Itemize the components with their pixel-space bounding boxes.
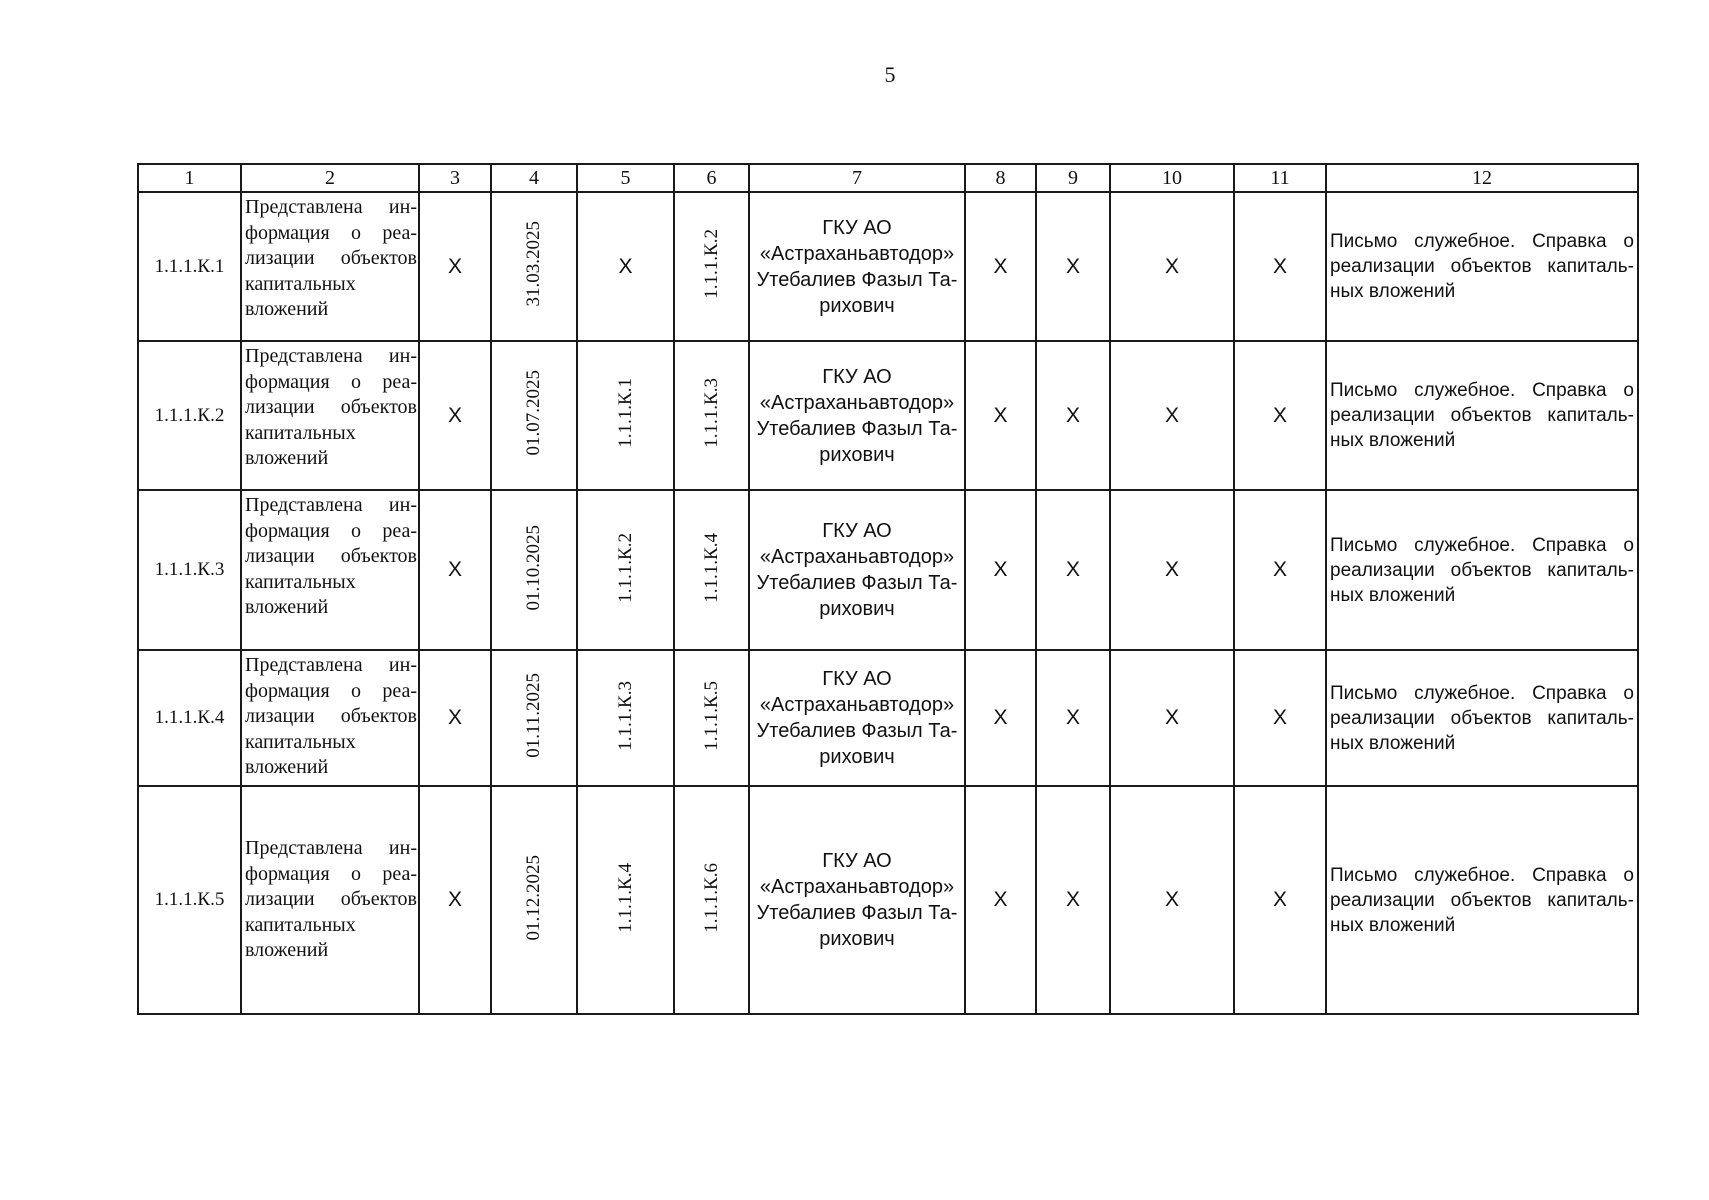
header-cell: 1 bbox=[138, 164, 241, 192]
header-cell: 10 bbox=[1110, 164, 1234, 192]
table-row bbox=[138, 786, 1638, 1014]
date-value: 01.11.2025 bbox=[523, 673, 544, 758]
cell-x: X bbox=[1036, 341, 1110, 490]
table-row bbox=[138, 341, 1638, 490]
confirming-document: Письмо служебное. Справка о реализации объектов капитальных вложений bbox=[1326, 341, 1638, 490]
predecessor-value: 1.1.1.К.3 bbox=[614, 680, 636, 751]
date-value: 01.07.2025 bbox=[523, 370, 544, 456]
successor-cell bbox=[674, 490, 749, 650]
successor-cell bbox=[674, 650, 749, 786]
result-description: Представлена информация о реализации объектов капитальных вложений bbox=[241, 490, 419, 650]
schedule-table bbox=[137, 163, 1639, 1015]
header-row bbox=[138, 164, 1638, 192]
successor-cell bbox=[674, 192, 749, 341]
successor-value: 1.1.1.К.5 bbox=[700, 680, 722, 751]
confirming-document: Письмо служебное. Справка о реализации объектов капитальных вложений bbox=[1326, 490, 1638, 650]
header-cell: 9 bbox=[1036, 164, 1110, 192]
control-point-code: 1.1.1.К.4 bbox=[138, 650, 241, 786]
responsible-organization: ГКУ АО «Астраханьавтодор» Утебалиев Фазыл Тарихович bbox=[749, 192, 965, 341]
cell-x: X bbox=[1234, 192, 1326, 341]
successor-value: 1.1.1.К.6 bbox=[700, 862, 722, 933]
date-value: 31.03.2025 bbox=[523, 221, 544, 307]
result-description: Представлена информация о реализации объектов капитальных вложений bbox=[241, 341, 419, 490]
table-row bbox=[138, 490, 1638, 650]
header-cell: 12 bbox=[1326, 164, 1638, 192]
date-value: 01.10.2025 bbox=[523, 524, 544, 611]
cell-x: X bbox=[1036, 650, 1110, 786]
control-point-code: 1.1.1.К.1 bbox=[138, 192, 241, 341]
table-row bbox=[138, 650, 1638, 786]
cell-x: X bbox=[419, 341, 491, 490]
predecessor-value: 1.1.1.К.1 bbox=[614, 378, 636, 448]
cell-x: X bbox=[1036, 786, 1110, 1014]
responsible-organization: ГКУ АО «Астраханьавтодор» Утебалиев Фазыл Тарихович bbox=[749, 650, 965, 786]
cell-x: X bbox=[1110, 650, 1234, 786]
predecessor-value: 1.1.1.К.4 bbox=[614, 862, 636, 933]
confirming-document: Письмо служебное. Справка о реализации объектов капитальных вложений bbox=[1326, 650, 1638, 786]
cell-x: X bbox=[1110, 192, 1234, 341]
cell-x: X bbox=[1234, 650, 1326, 786]
cell-x: X bbox=[1036, 490, 1110, 650]
header-cell: 5 bbox=[577, 164, 674, 192]
responsible-organization: ГКУ АО «Астраханьавтодор» Утебалиев Фазыл Тарихович bbox=[749, 490, 965, 650]
responsible-organization: ГКУ АО «Астраханьавтодор» Утебалиев Фазыл Тарихович bbox=[749, 341, 965, 490]
header-cell: 3 bbox=[419, 164, 491, 192]
successor-value: 1.1.1.К.2 bbox=[700, 229, 722, 299]
cell-x: X bbox=[965, 650, 1036, 786]
successor-value: 1.1.1.К.3 bbox=[700, 378, 722, 448]
confirming-document: Письмо служебное. Справка о реализации объектов капитальных вложений bbox=[1326, 192, 1638, 341]
date-cell bbox=[491, 341, 577, 490]
control-point-code: 1.1.1.К.2 bbox=[138, 341, 241, 490]
cell-x: X bbox=[965, 192, 1036, 341]
date-cell bbox=[491, 490, 577, 650]
cell-x: X bbox=[419, 786, 491, 1014]
predecessor-cell: X bbox=[577, 192, 674, 341]
successor-value: 1.1.1.К.4 bbox=[700, 532, 722, 603]
header-cell: 11 bbox=[1234, 164, 1326, 192]
cell-x: X bbox=[965, 786, 1036, 1014]
successor-cell bbox=[674, 786, 749, 1014]
cell-x: X bbox=[965, 341, 1036, 490]
date-cell bbox=[491, 192, 577, 341]
predecessor-value: 1.1.1.К.2 bbox=[614, 532, 636, 603]
cell-x: X bbox=[1234, 490, 1326, 650]
predecessor-cell bbox=[577, 650, 674, 786]
table-row bbox=[138, 192, 1638, 341]
header-cell: 8 bbox=[965, 164, 1036, 192]
header-cell: 7 bbox=[749, 164, 965, 192]
predecessor-cell bbox=[577, 786, 674, 1014]
predecessor-cell bbox=[577, 490, 674, 650]
header-cell: 2 bbox=[241, 164, 419, 192]
cell-x: X bbox=[1234, 341, 1326, 490]
cell-x: X bbox=[1036, 192, 1110, 341]
cell-x: X bbox=[965, 490, 1036, 650]
predecessor-cell bbox=[577, 341, 674, 490]
cell-x: X bbox=[419, 490, 491, 650]
date-value: 01.12.2025 bbox=[523, 854, 544, 941]
date-cell bbox=[491, 650, 577, 786]
confirming-document: Письмо служебное. Справка о реализации объектов капитальных вложений bbox=[1326, 786, 1638, 1014]
cell-x: X bbox=[419, 650, 491, 786]
cell-x: X bbox=[1234, 786, 1326, 1014]
page-number: 5 bbox=[884, 62, 896, 87]
cell-x: X bbox=[1110, 786, 1234, 1014]
responsible-organization: ГКУ АО «Астраханьавтодор» Утебалиев Фазыл Тарихович bbox=[749, 786, 965, 1014]
cell-x: X bbox=[1110, 490, 1234, 650]
result-description: Представлена информация о реализации объектов капитальных вложений bbox=[241, 650, 419, 786]
header-cell: 6 bbox=[674, 164, 749, 192]
cell-x: X bbox=[1110, 341, 1234, 490]
control-point-code: 1.1.1.К.5 bbox=[138, 786, 241, 1014]
control-point-code: 1.1.1.К.3 bbox=[138, 490, 241, 650]
header-cell: 4 bbox=[491, 164, 577, 192]
date-cell bbox=[491, 786, 577, 1014]
result-description: Представлена информация о реализации объектов капитальных вложений bbox=[241, 786, 419, 1014]
result-description: Представлена информация о реализации объектов капитальных вложений bbox=[241, 192, 419, 341]
cell-x: X bbox=[419, 192, 491, 341]
successor-cell bbox=[674, 341, 749, 490]
